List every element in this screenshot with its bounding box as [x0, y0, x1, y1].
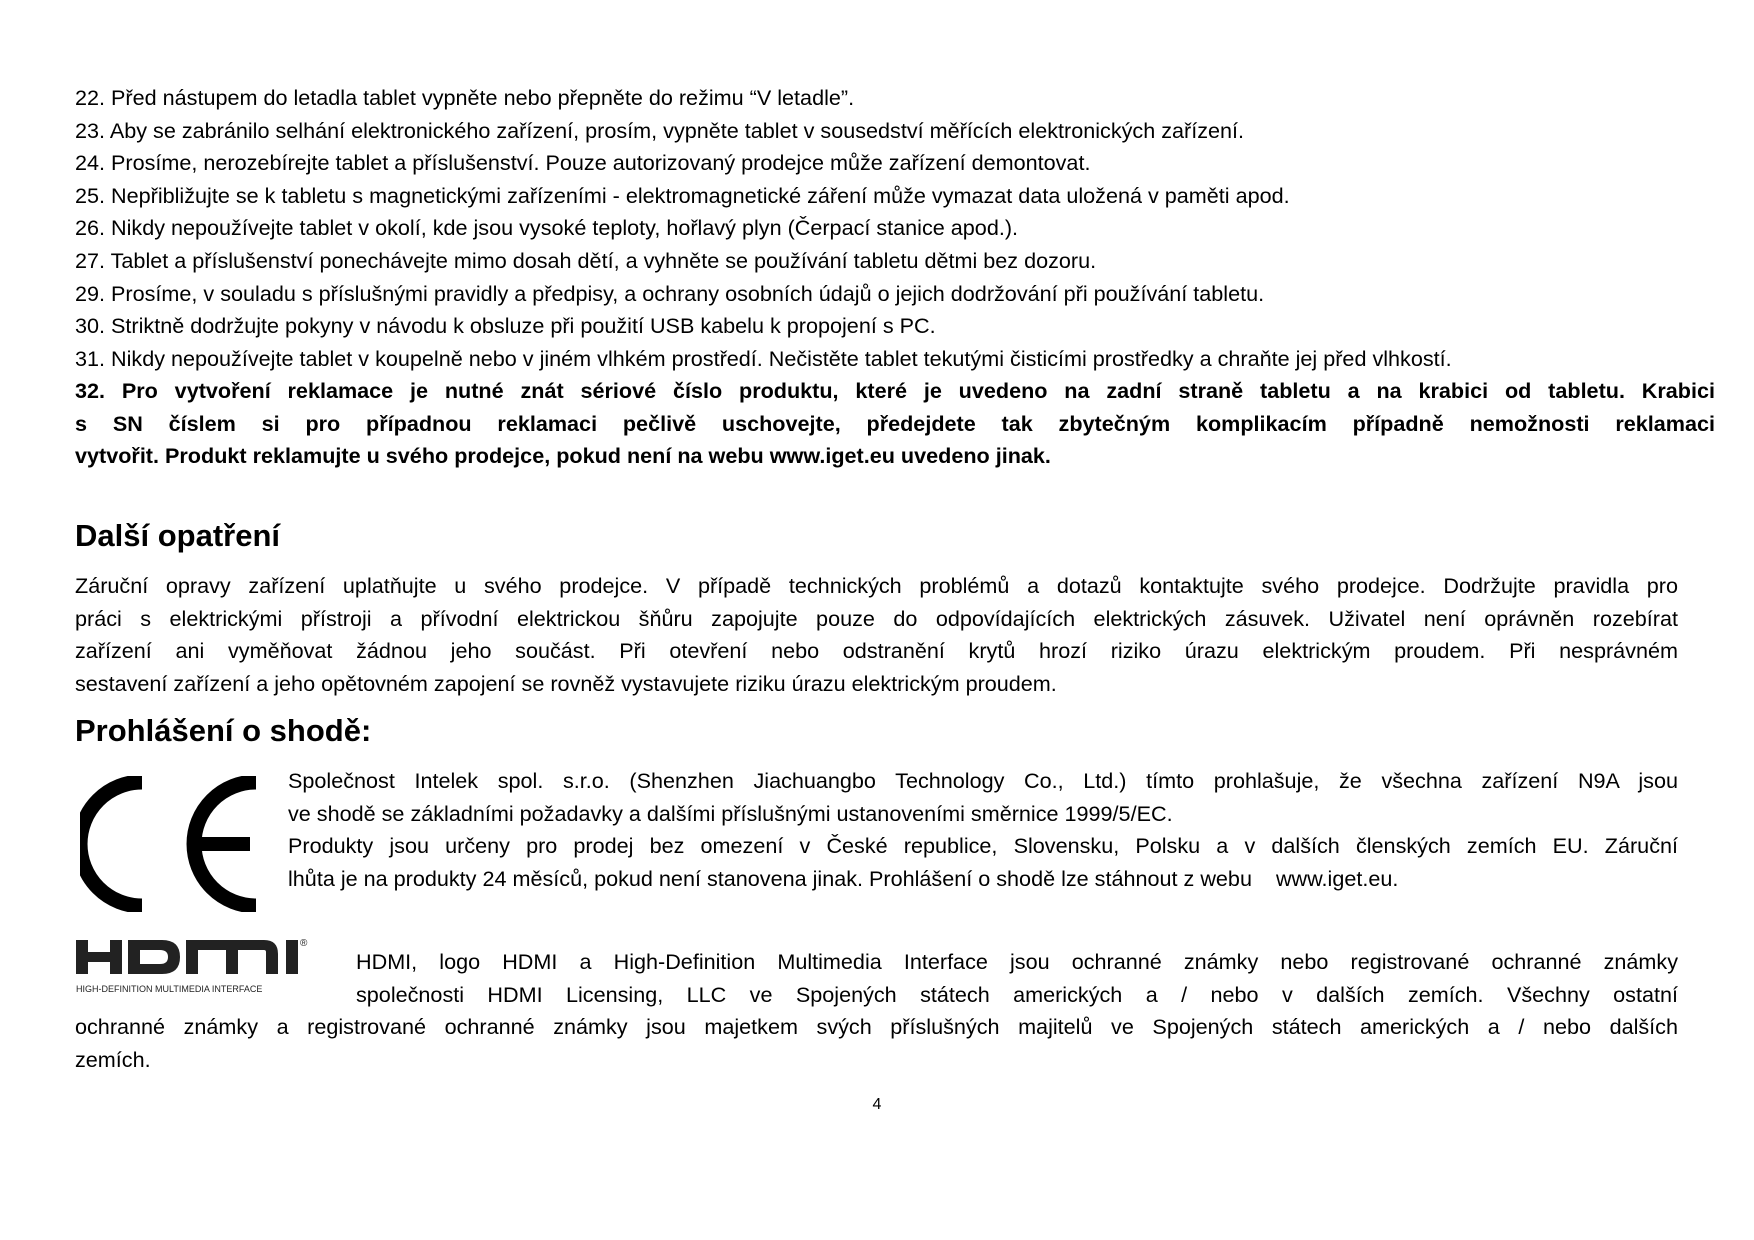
item32-line: s SN číslem si pro případnou reklamaci pečlivě uschovejte, předejdete tak zbytečným komplikacím případně nemožnosti reklamaci [75, 410, 1715, 436]
website-link[interactable]: www.iget.eu. [1275, 865, 1399, 891]
list-item: 22. Před nástupem do letadla tablet vypněte nebo přepněte do režimu “V letadle”. [75, 85, 855, 110]
paragraph-line: ve shodě se základními požadavky a dalšími příslušnými ustanoveními směrnice 1999/5/EC. [288, 800, 1173, 826]
paragraph-line: zemích. [75, 1046, 151, 1072]
paragraph-line: práci s elektrickými přístroji a přívodní elektrickou šňůru zapojujte pouze do odpovídajících elektrických zásuvek. Uživatel není oprávněn rozebírat [75, 605, 1678, 631]
page-number: 4 [872, 1096, 882, 1113]
hdmi-tagline: HIGH-DEFINITION MULTIMEDIA INTERFACE [76, 984, 263, 994]
other-measures-paragraph [75, 570, 1678, 700]
hdmi-logo-icon [74, 934, 336, 998]
list-item: 25. Nepřibližujte se k tabletu s magnetickými zařízeními - elektromagnetické záření může vymazat data uložená v paměti apod. [75, 182, 1290, 208]
heading-other-measures: Další opatření [75, 518, 280, 553]
list-item: 23. Aby se zabránilo selhání elektronického zařízení, prosím, vypněte tablet v sousedství měřících elektronických zařízení. [75, 117, 1245, 143]
paragraph-line-text: lhůta je na produkty 24 měsíců, pokud není stanovena jinak. Prohlášení o shodě lze stáhnout z webu [288, 865, 1252, 891]
registered-mark: ® [300, 938, 308, 949]
item32-line: vytvořit. Produkt reklamujte u svého prodejce, pokud není na webu www.iget.eu uvedeno jinak. [75, 443, 1051, 469]
paragraph-line: Společnost Intelek spol. s.r.o. (Shenzhen Jiachuangbo Technology Co., Ltd.) tímto prohlašuje, že všechna zařízení N9A jsou [288, 768, 1678, 793]
warranty-note-item-32 [75, 375, 1715, 473]
paragraph-line: Produkty jsou určeny pro prodej bez omezení v České republice, Slovensku, Polsku a v dalších členských zemích EU. Záruční [288, 833, 1678, 859]
item32-line: 32. Pro vytvoření reklamace je nutné znát sériové číslo produktu, které je uvedeno na zadní straně tabletu a na krabici od tabletu. Krabici [75, 378, 1715, 403]
list-item: 29. Prosíme, v souladu s příslušnými pravidly a předpisy, a ochrany osobních údajů o jejich dodržování při používání tabletu. [75, 280, 1265, 306]
list-item: 26. Nikdy nepoužívejte tablet v okolí, kde jsou vysoké teploty, hořlavý plyn (Čerpací stanice apod.). [75, 215, 1019, 241]
paragraph-line: Záruční opravy zařízení uplatňujte u svého prodejce. V případě technických problémů a dotazů kontaktujte svého prodejce. Dodržujte pravidla pro [75, 573, 1678, 598]
paragraph-line: společnosti HDMI Licensing, LLC ve Spojených státech amerických a / nebo v dalších zemích. Všechny ostatní [356, 981, 1678, 1007]
hdmi-trademark-paragraph-top [356, 946, 1678, 1011]
safety-instructions-list [75, 82, 1715, 375]
list-item: 24. Prosíme, nerozebírejte tablet a příslušenství. Pouze autorizovaný prodejce může zařízení demontovat. [75, 150, 1091, 176]
paragraph-line: HDMI, logo HDMI a High-Definition Multimedia Interface jsou ochranné známky nebo registrované ochranné známky [356, 949, 1678, 974]
list-item: 31. Nikdy nepoužívejte tablet v koupelně nebo v jiném vlhkém prostředí. Nečistěte tablet tekutými čisticími prostředky a chraňte jej před vlhkostí. [75, 345, 1452, 371]
hdmi-trademark-paragraph-bottom [75, 1011, 1678, 1076]
declaration-paragraph [288, 765, 1678, 895]
paragraph-line [288, 863, 1678, 896]
list-item: 30. Striktně dodržujte pokyny v návodu k obsluze při použití USB kabelu k propojení s PC. [75, 313, 936, 339]
paragraph-line: sestavení zařízení a jeho opětovném zapojení se rovněž vystavujete riziku úrazu elektrickým proudem. [75, 670, 1057, 696]
paragraph-line: zařízení ani vyměňovat žádnou jeho součást. Při otevření nebo odstranění krytů hrozí riziko úrazu elektrickým proudem. Při nesprávném [75, 638, 1678, 664]
list-item: 27. Tablet a příslušenství ponechávejte mimo dosah dětí, a vyhněte se používání tabletu dětmi bez dozoru. [75, 247, 1097, 273]
ce-mark-icon [80, 776, 272, 912]
paragraph-line: ochranné známky a registrované ochranné známky jsou majetkem svých příslušných majitelů ve Spojených státech amerických a / nebo dalších [75, 1014, 1678, 1039]
heading-declaration-of-conformity: Prohlášení o shodě: [75, 713, 372, 748]
